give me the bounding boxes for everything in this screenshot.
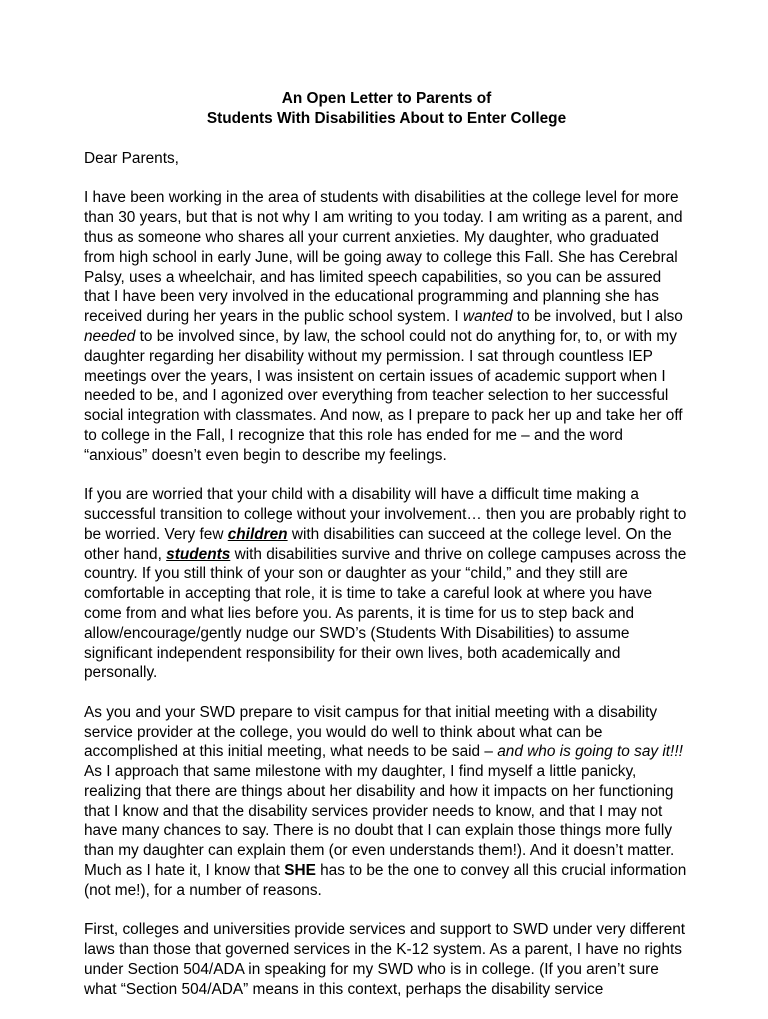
- emphasis-she: SHE: [284, 862, 316, 880]
- emphasis-wanted: wanted: [462, 308, 513, 326]
- letter-title: [84, 89, 689, 129]
- letter-body: [84, 89, 689, 1019]
- emphasis-children: children: [227, 525, 288, 543]
- title-line-1: An Open Letter to Parents of: [281, 90, 492, 107]
- paragraph-3-text-b: As I approach that same milestone with my daughter, I find myself a little panicky, realizing that there are things about her disability and how it impacts on her functioning that I know and that the disability services provider needs to know, and that I may not have many chances to say. There is no doubt that I can explain those things more fully than my daughter can explain them (or even understands them!). And it doesn’t matter. Much as I hate it, I know that: [84, 763, 675, 880]
- paragraph-1-text-b: to be involved, but I also: [512, 308, 683, 326]
- paragraph-2-text-b: with disabilities can succeed at the college level. On the other hand,: [84, 525, 672, 563]
- salutation: Dear Parents,: [84, 149, 179, 167]
- emphasis-who-says-it: and who is going to say it!!!: [497, 743, 683, 761]
- emphasis-students: students: [166, 545, 231, 563]
- paragraph-3: [84, 703, 689, 901]
- paragraph-2-text-c: with disabilities survive and thrive on college campuses across the country. If you still think of your son or daughter as your “child,” and they still are comfortable in accepting that role, it is time to take a careful look at where you have come from and what lies before you. As parents, it is time for us to step back and allow/encourage/gently nudge our SWD’s (Students With Disabilities) to assume significant independent responsibility for their own lives, both academically and personally.: [84, 545, 687, 682]
- paragraph-3-text-c: has to be the one to convey all this crucial information (not me!), for a number of reasons.: [84, 862, 687, 899]
- paragraph-1-text-c: to be involved since, by law, the school could not do anything for, to, or with my daughter regarding her disability without my permission. I sat through countless IEP meetings over the years, I was insistent on certain issues of academic support when I needed to be, and I agonized over everything from teacher selection to her successful social integration with classmates. And now, as I prepare to pack her up and take her off to college in the Fall, I recognize that this role has ended for me – and the word “anxious” doesn’t even begin to describe my feelings.: [84, 327, 683, 464]
- paragraph-2: [84, 485, 689, 683]
- paragraph-1: [84, 188, 689, 465]
- paragraph-4: First, colleges and universities provide services and support to SWD under very different laws than those that governed services in the K-12 system. As a parent, I have no rights under Section 504/ADA in speaking for my SWD who is in college. (If you aren’t sure what “Section 504/ADA” means in this context, perhaps the disability service: [84, 921, 686, 998]
- emphasis-needed: needed: [84, 327, 136, 345]
- paragraph-1-text-a: I have been working in the area of students with disabilities at the college level for more than 30 years, but that is not why I am writing to you today. I am writing as a parent, and thus as someone who shares all your current anxieties. My daughter, who graduated from high school in early June, will be going away to college this Fall. She has Cerebral Palsy, uses a wheelchair, and has limited speech capabilities, so you can be assured that I have been very involved in the educational programming and planning she has received during her years in the public school system. I: [84, 189, 683, 326]
- title-line-2: Students With Disabilities About to Enter College: [206, 109, 567, 127]
- paragraph-3-text-a: As you and your SWD prepare to visit campus for that initial meeting with a disability service provider at the college, you would do well to think about what can be accomplished at this initial meeting, what needs to be said –: [84, 703, 658, 761]
- paragraph-2-text-a: If you are worried that your child with a disability will have a difficult time making a successful transition to college without your involvement… then you are probably right to be worried. Very few: [84, 486, 687, 543]
